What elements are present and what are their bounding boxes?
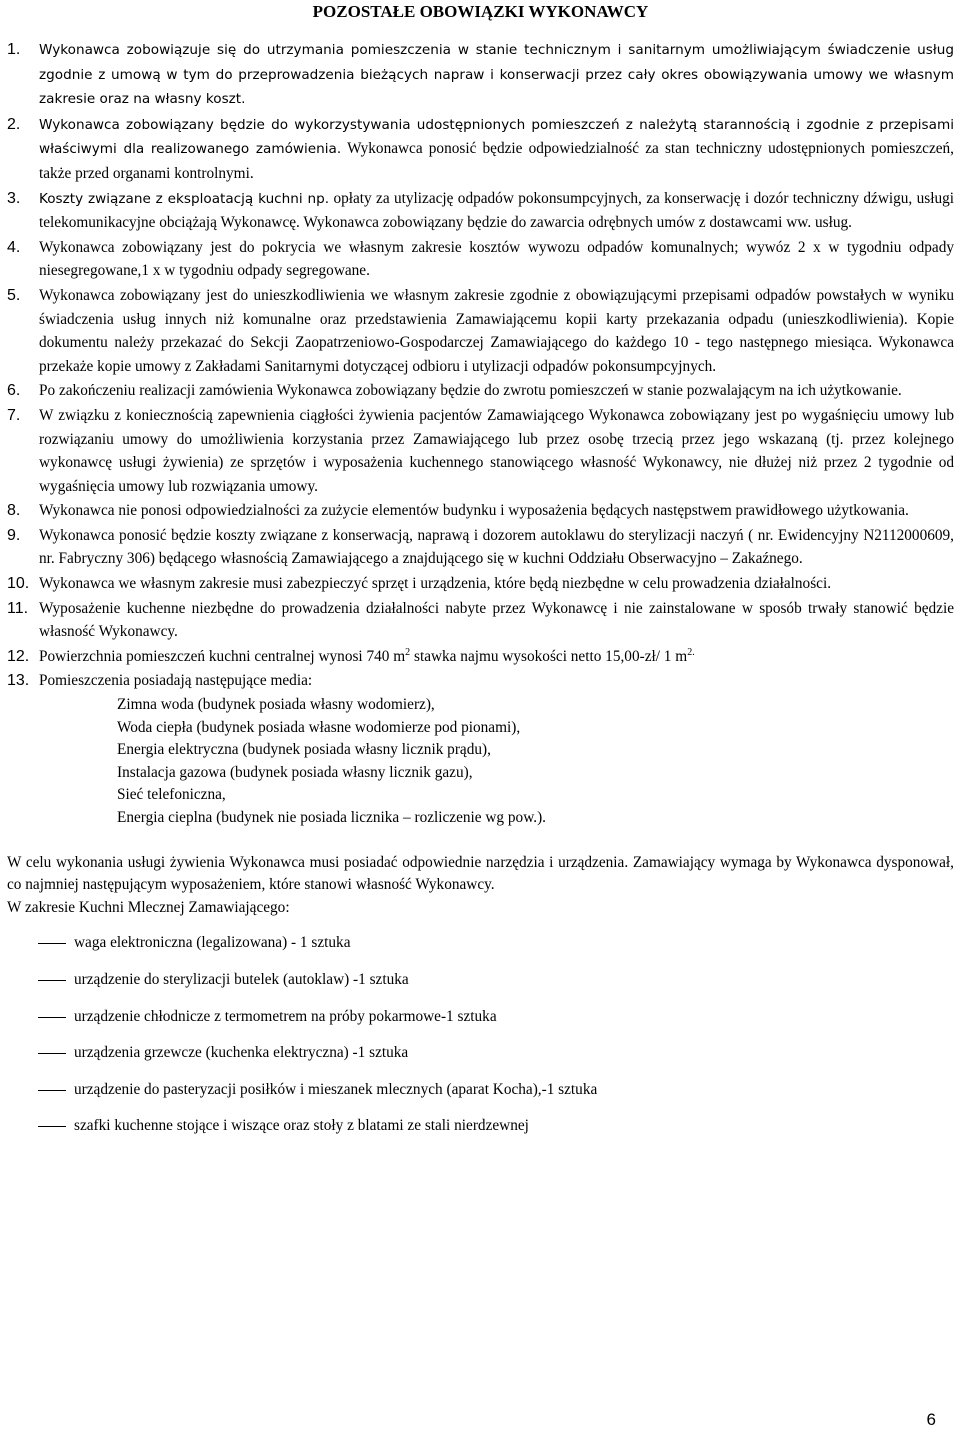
- dash-bullet-icon: [38, 1053, 66, 1054]
- item-number: 6.: [7, 382, 21, 400]
- superscript: 2: [405, 646, 411, 658]
- equipment-text: urządzenie do pasteryzacji posiłków i mieszanek mlecznych (aparat Kocha),-1 sztuka: [74, 1080, 598, 1098]
- equipment-item: [7, 933, 954, 953]
- item-text: Koszty związane z eksploatacją kuchni np.: [39, 190, 330, 207]
- media-item: Energia elektryczna (budynek posiada własny licznik prądu),: [117, 741, 491, 759]
- item-text: Po zakończeniu realizacji zamówienia Wykonawca zobowiązany będzie do zwrotu pomieszczeń w stanie pozwalającym na ich użytkowanie.: [39, 382, 902, 400]
- dash-bullet-icon: [38, 1017, 66, 1018]
- item-number: 11.: [7, 599, 29, 617]
- item-number: 4.: [7, 238, 21, 256]
- list-item: [7, 524, 954, 571]
- list-item: [7, 597, 954, 644]
- list-item: [7, 284, 954, 378]
- item-number: 3.: [7, 189, 21, 207]
- item-number: 1.: [7, 41, 21, 58]
- media-item: Instalacja gazowa (budynek posiada własny licznik gazu),: [117, 763, 473, 781]
- item-number: 5.: [7, 286, 21, 304]
- equipment-item: [7, 1043, 954, 1063]
- item-text: Wykonawca zobowiązuje się do utrzymania pomieszczenia w stanie technicznym i sanitarnym umożliwiającym świadczenie usług zgodnie z umową w tym do przeprowadzenia bieżących napraw i konserwacji przez cały okres obowiązywania umowy we własnym zakresie oraz na własny koszt.: [39, 42, 954, 108]
- item-text: Wykonawca zobowiązany jest do unieszkodliwienia we własnym zakresie zgodnie z obowiązującymi przepisami odpadów powstałych w wyniku świadczenia usług innych niż komunalne oraz przedstawienia Zamawiającemu kopii karty przekazania odpadu (unieszkodliwienia). Kopie dokumentu należy przekazać do Sekcji Zaopatrzeniowo-Gospodarczej Zamawiającego do każdego 10 - tego następnego miesiąca. Wykonawca przekaże kopie umowy z Zakładami Sanitarnymi dotyczącej odbioru i utylizacji odpadów pokonsumpcyjnych.: [39, 286, 954, 375]
- media-item: Zimna woda (budynek posiada własny wodomierz),: [117, 696, 435, 714]
- item-text: Wykonawca zobowiązany jest do pokrycia we własnym zakresie kosztów wywozu odpadów komunalnych; wywóz 2 x w tygodniu odpady niesegregowane,1 x w tygodniu odpady segregowane.: [39, 238, 954, 280]
- item-number: 7.: [7, 406, 21, 424]
- list-item: [7, 38, 954, 112]
- list-item: [7, 379, 954, 403]
- item-text: Wykonawca zobowiązany będzie do wykorzystywania udostępnionych pomieszczeń z należytą starannością i zgodnie z przepisami właściwymi dla realizowanego zamówienia.: [39, 116, 954, 158]
- dash-bullet-icon: [38, 943, 66, 944]
- media-item: Woda ciepła (budynek posiada własne wodomierze pod pionami),: [117, 718, 521, 736]
- equipment-list: [7, 933, 954, 1136]
- equipment-text: urządzenia grzewcze (kuchenka elektryczna) -1 sztuka: [74, 1044, 409, 1062]
- requirements-paragraph: W celu wykonania usługi żywienia Wykonawca musi posiadać odpowiednie narzędzia i urządzenia. Zamawiający wymaga by Wykonawca dysponował, co najmniej następującym wyposażeniem, które stanowi własność Wykonawcy.: [7, 853, 954, 894]
- list-item: [7, 572, 954, 596]
- item-text: Wykonawca nie ponosi odpowiedzialności za zużycie elementów budynku i wyposażenia będących następstwem prawidłowego użytkowania.: [39, 502, 909, 520]
- equipment-text: szafki kuchenne stojące i wiszące oraz stoły z blatami ze stali nierdzewnej: [74, 1117, 529, 1135]
- item-number: 10.: [7, 575, 30, 593]
- obligations-list: [7, 38, 954, 693]
- equipment-item: [7, 1080, 954, 1100]
- item-number: 13.: [7, 672, 30, 690]
- dash-bullet-icon: [38, 980, 66, 981]
- item-text: Powierzchnia pomieszczeń kuchni centralnej wynosi 740 m: [39, 647, 406, 665]
- media-item: Energia cieplna (budynek nie posiada licznika – rozliczenie wg pow.).: [117, 809, 546, 826]
- item-number: 9.: [7, 526, 21, 544]
- page-title: POZOSTAŁE OBOWIĄZKI WYKONAWCY: [312, 2, 649, 21]
- media-item: Sieć telefoniczna,: [117, 786, 226, 804]
- item-text: Wykonawca we własnym zakresie musi zabezpieczyć sprzęt i urządzenia, które będą niezbędne w celu prowadzenia działalności.: [39, 575, 832, 593]
- item-text-continued: Wykonawca ponosić będzie odpowiedzialność za stan techniczny udostępnionych pomieszczeń, także przed organami kontrolnymi.: [39, 140, 954, 182]
- equipment-item: [7, 970, 954, 990]
- item-number: 8.: [7, 502, 21, 520]
- item-text-continued: opłaty za utylizację odpadów pokonsumpcyjnych, za konserwację i dozór techniczny dźwigu, usługi telekomunikacyjne obciążają Wykonawcę. Wykonawca zobowiązany będzie do zawarcia odrębnych umów z dostawcami ww. usług.: [39, 189, 954, 232]
- item-number: 2.: [7, 115, 21, 133]
- superscript: 2.: [687, 646, 695, 658]
- equipment-item: [7, 1116, 954, 1136]
- item-number: 12.: [7, 647, 30, 665]
- dash-bullet-icon: [38, 1126, 66, 1127]
- equipment-text: urządzenie do sterylizacji butelek (autoklaw) -1 sztuka: [74, 970, 409, 988]
- item-text: W związku z koniecznością zapewnienia ciągłości żywienia pacjentów Zamawiającego Wykonawca zobowiązany jest po wygaśnięciu umowy lub rozwiązaniu umowy do umożliwienia korzystania przez Zamawiającego lub przez osobę trzecią przez jego wskazaną (tj. przez kolejnego wykonawcę usługi żywienia) ze sprzętów i wyposażenia kuchennego stanowiącego własność Wykonawcy, nie dłużej niż przez 2 tygodnie od wygaśnięcia umowy lub rozwiązania umowy.: [39, 406, 954, 495]
- list-item: [7, 236, 954, 283]
- list-item: [7, 404, 954, 498]
- equipment-text: urządzenie chłodnicze z termometrem na próby pokarmowe-1 sztuka: [74, 1007, 497, 1025]
- media-list: [7, 694, 954, 830]
- list-item: [7, 669, 954, 693]
- item-text: Wyposażenie kuchenne niezbędne do prowadzenia działalności nabyte przez Wykonawcę i nie zainstalowane w sposób trwały stanowić będzie własność Wykonawcy.: [39, 599, 954, 641]
- equipment-item: [7, 1007, 954, 1027]
- item-text-continued: stawka najmu wysokości netto 15,00-zł/ 1 m: [410, 647, 688, 665]
- milk-kitchen-heading: W zakresie Kuchni Mlecznej Zamawiającego:: [7, 898, 290, 916]
- list-item: [7, 499, 954, 523]
- list-item: [7, 113, 954, 186]
- item-text: Pomieszczenia posiadają następujące media:: [39, 672, 313, 690]
- item-text: Wykonawca ponosić będzie koszty związane z konserwacją, naprawą i dozorem autoklawu do sterylizacji naczyń ( nr. Ewidencyjny N2112000609, nr. Fabryczny 306) będącego własnością Zamawiającego a znajdującego się w kuchni Oddziału Obserwacyjno – Zakaźnego.: [39, 526, 954, 568]
- equipment-text: waga elektroniczna (legalizowana) - 1 sztuka: [74, 934, 351, 952]
- list-item: [7, 645, 954, 669]
- list-item: [7, 187, 954, 235]
- page-number: 6: [926, 1410, 936, 1429]
- dash-bullet-icon: [38, 1090, 66, 1091]
